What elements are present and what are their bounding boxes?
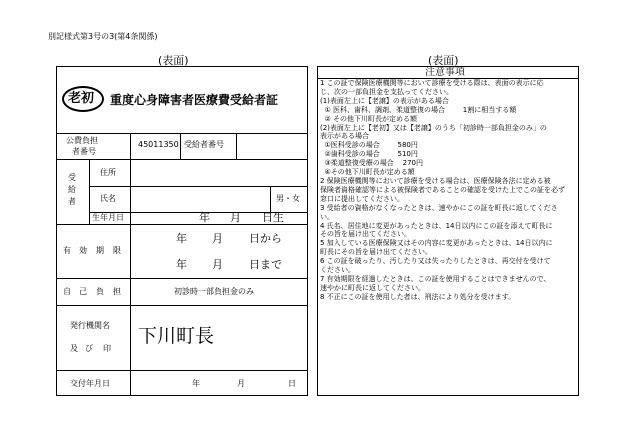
address-field[interactable] [132,161,306,185]
note-line: 5 加入している医療保険又はその内容に変更があったときは、14日以内に [320,239,553,248]
recipient-group-3: 者 [68,197,76,206]
validity-from-day: 日から [249,232,282,245]
back-side-label: (表面) [428,54,459,67]
note-line: (1)表面左上に【老譲】の表示がある場合 [320,96,449,105]
note-line: ください。 [320,266,355,275]
recipient-group-2: 給 [68,185,76,194]
note-line: い。 [320,212,334,221]
notes-list [320,79,575,302]
note-line: 6 この証を破ったり、汚したり又は失ったりしたときは、再交付を受けて [320,257,551,266]
issuer-name: 下川町長 [138,325,215,347]
recipient-group-1: 受 [68,173,76,182]
note-line: ①医科受診の場合 580円 [320,141,418,150]
form-reference: 別記様式第3号の3(第4条関係) [48,32,158,41]
sex-field: 男・女 [276,194,300,203]
note-line: 速やかに町長に返してください。 [320,283,425,292]
note-line: 3 受給者の資格がなくなったときは、速やかにこの証を町長に返してくださ [320,203,558,212]
copay-label-1: 自 [63,287,71,296]
note-line: 4 氏名、居住地に変更があったときは、14日以内にこの証を添えて町長に [320,221,553,230]
validity-from-month: 月 [212,232,223,245]
dob-month: 月 [230,211,241,224]
issuer-seal-label-1: 及 [70,344,78,353]
validity-to-month: 月 [212,258,223,271]
address-label: 住所 [100,168,116,177]
note-line: 2 保険医療機関等において診療を受ける場合は、医療保険各法に定める被 [320,176,551,185]
note-line: ③柔道整復受療の場合 270円 [320,159,423,168]
payer-number-label-1: 公費負担 [66,136,98,145]
validity-label-3: 期 [96,246,104,255]
note-line: 8 不正にこの証を使用した者は、刑法により処分を受けます。 [320,292,516,301]
issue-date-day: 日 [288,379,296,388]
issue-date-label: 交付年月日 [70,379,110,388]
front-side-label: (表面) [158,54,189,67]
issue-date-year: 年 [192,379,200,388]
note-line: じ、次の一部負担金を支払ってください。 [320,87,453,96]
note-line: (2)表面左上に【老初】又は【老譲】のうち「初診時一部負担金のみ」の [320,123,547,132]
note-line: 7 有効期限を経過したときは、この証を使用することはできませんので、 [320,274,551,283]
copay-label-3: 負 [96,287,104,296]
notes-title: 注意事項 [425,67,465,78]
validity-label-2: 効 [79,246,87,255]
copay-label-4: 担 [113,287,121,296]
note-line: 窓口に提出してください。 [320,194,404,203]
validity-to-day: 日まで [249,258,282,271]
note-line: ② その他下川町長が定める額 [320,114,417,123]
copay-label-2: 己 [79,287,87,296]
issuer-seal-label-2: び [85,344,93,353]
dob-label: 生年月日 [92,213,124,222]
note-line: ① 医科、歯科、調剤、柔道整復の場合 1割に相当する額 [320,105,517,114]
validity-label-4: 限 [113,246,121,255]
note-line: 表示がある場合 [320,132,369,141]
recipient-number-label: 受給者番号 [184,140,224,149]
copay-value: 初診時一部負担金のみ [174,287,254,296]
note-line: その旨を届け出てください。 [320,230,411,239]
validity-label-1: 有 [63,246,71,255]
payer-number-value: 45011350 [138,140,179,149]
issue-date-month: 月 [237,379,245,388]
badge-label: 老初 [68,91,95,106]
validity-from-year: 年 [176,232,187,245]
note-line: 保険者資格確認等による被保険者であることの確認を受けた上でこの証を必ず [320,185,565,194]
dob-year: 年 [199,211,210,224]
name-label: 氏名 [100,194,116,203]
issuer-seal-label-3: 印 [103,344,111,353]
dob-day: 日生 [262,211,284,224]
note-line: 町長にその旨を届け出てください。 [320,248,432,257]
name-field[interactable] [132,188,268,211]
payer-number-label-2: 者番号 [72,147,96,156]
note-line: ②歯科受診の場合 510円 [320,150,418,159]
card-title: 重度心身障害者医療費受給者証 [110,93,279,107]
note-line: ④その他下川町長が定める額 [320,168,415,177]
validity-to-year: 年 [176,258,187,271]
issuer-label: 発行機関名 [70,321,110,330]
note-line: 1 この証で保険医療機関等において診療を受ける際は、表面の表示に応 [320,79,544,87]
